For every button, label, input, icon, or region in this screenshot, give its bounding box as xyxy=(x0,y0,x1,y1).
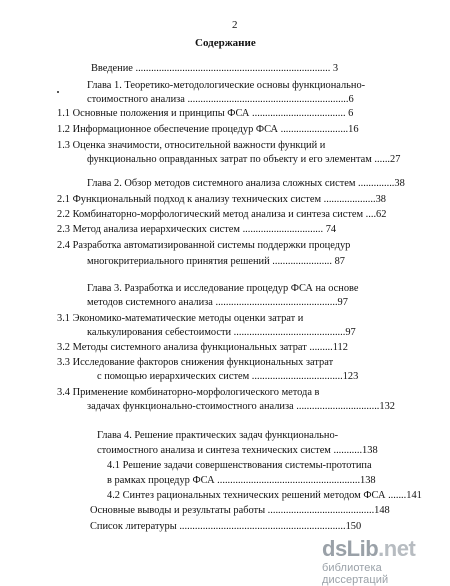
toc-entry-s12: 1.2 Информационное обеспечение процедур ФСА ..........................16 xyxy=(57,124,359,135)
watermark-logo-domain: .net xyxy=(378,536,416,561)
toc-entry-intro: Введение ........................................................................... 3 xyxy=(91,63,339,74)
toc-entry-s41-line-1: 4.1 Решение задачи совершенствования системы-прототипа xyxy=(107,460,372,471)
toc-entry-ch1-line-2: стоимостного анализа ..............................................................6 xyxy=(87,94,354,105)
page-title: Содержание xyxy=(195,37,256,49)
toc-entry-ch3-line-2: методов системного анализа ...............................................97 xyxy=(87,297,348,308)
toc-entry-s24-line-1: 2.4 Разработка автоматизированной системы поддержки процедур xyxy=(57,240,351,251)
toc-entry-s31-line-2: калькулирования себестоимости ...........................................97 xyxy=(87,327,356,338)
watermark xyxy=(322,536,440,586)
toc-entry-s33-line-2: с помощью иерархических систем ...................................123 xyxy=(97,371,359,382)
toc-entry-ch1-line-1: Глава 1. Теоретико-методологические основы функционально- xyxy=(87,80,366,91)
toc-entry-s13-line-1: 1.3 Оценка значимости, относительной важности функций и xyxy=(57,140,326,151)
scan-speck xyxy=(57,91,59,93)
toc-entry-s34-line-1: 3.4 Применение комбинаторно-морфологического метода в xyxy=(57,387,320,398)
toc-entry-s32: 3.2 Методы системного анализа функциональных затрат .........112 xyxy=(57,342,348,353)
page-number: 2 xyxy=(232,19,238,31)
toc-entry-s11: 1.1 Основные положения и принципы ФСА .................................... 6 xyxy=(57,108,354,119)
watermark-logo xyxy=(322,536,415,562)
toc-entry-s31-line-1: 3.1 Экономико-математические методы оценки затрат и xyxy=(57,313,304,324)
toc-entry-s13-line-2: функционально оправданных затрат по объекту и его элементам ......27 xyxy=(87,154,401,165)
toc-entry-s41-line-2: в рамках процедур ФСА .......................................................138 xyxy=(107,475,376,486)
toc-entry-s22: 2.2 Комбинаторно-морфологический метод анализа и синтеза систем ....62 xyxy=(57,209,387,220)
toc-entry-ch4-line-1: Глава 4. Решение практических задач функционально- xyxy=(97,430,339,441)
toc-entry-s23: 2.3 Метод анализа иерархических систем ............................... 74 xyxy=(57,224,337,235)
toc-entry-conc: Основные выводы и результаты работы .........................................148 xyxy=(90,505,390,516)
toc-entry-refs: Список литературы ................................................................150 xyxy=(90,521,362,532)
toc-entry-s24-line-2: многокритериального принятия решений ....................... 87 xyxy=(87,256,345,267)
watermark-caption: библиотека диссертаций xyxy=(322,562,389,586)
toc-entry-s42: 4.2 Синтез рациональных технических решений методом ФСА .......141 xyxy=(107,490,422,501)
toc-entry-ch4-line-2: стоимостного анализа и синтеза технических систем ...........138 xyxy=(97,445,378,456)
toc-entry-ch2: Глава 2. Обзор методов системного анализа сложных систем ..............38 xyxy=(87,178,405,189)
toc-entry-ch3-line-1: Глава 3. Разработка и исследование процедур ФСА на основе xyxy=(87,283,359,294)
toc-entry-s34-line-2: задачах функционально-стоимостного анализа ................................132 xyxy=(87,401,395,412)
watermark-logo-main: dsLib xyxy=(322,536,379,561)
toc-entry-s33-line-1: 3.3 Исследование факторов снижения функциональных затрат xyxy=(57,357,334,368)
toc-entry-s21: 2.1 Функциональный подход к анализу технических систем ....................38 xyxy=(57,194,386,205)
